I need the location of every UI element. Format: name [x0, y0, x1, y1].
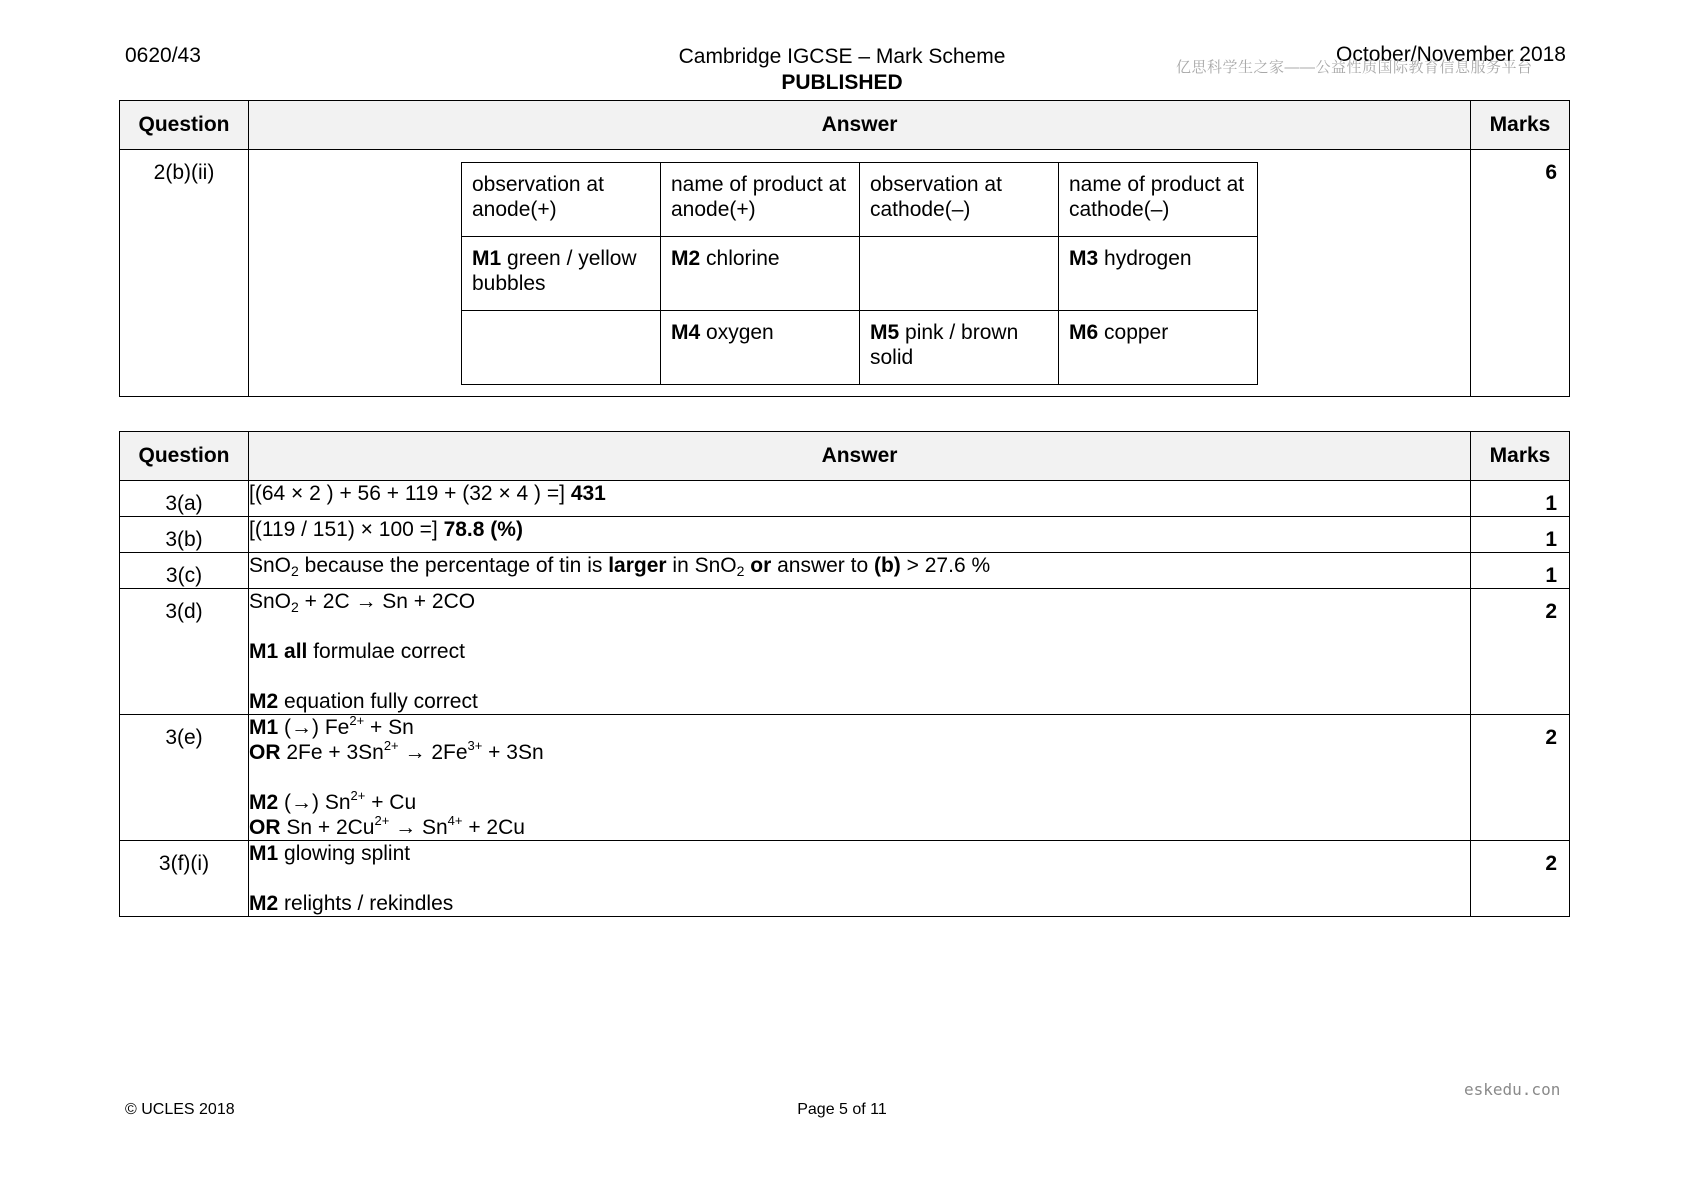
question-id: 3(d)	[165, 600, 203, 623]
answer-cell	[249, 589, 1471, 715]
superscript: 2+	[349, 713, 365, 728]
table-row	[120, 715, 1570, 841]
question-id: 3(a)	[165, 492, 203, 515]
marks-value: 2	[1545, 726, 1557, 749]
emphasis-text: larger	[608, 554, 667, 577]
answer-value: 78.8 (%)	[443, 518, 523, 541]
marks-cell	[1471, 517, 1570, 553]
mark-label: M1	[249, 842, 279, 865]
alternative	[249, 740, 1470, 765]
inner-header-row	[462, 163, 1258, 237]
cell-text: oxygen	[700, 321, 774, 344]
published-label: PUBLISHED	[781, 71, 903, 94]
watermark-text: 亿思科学生之家——公益性质国际教育信息服务平台	[1176, 59, 1533, 76]
mark-text: + 3Sn	[482, 741, 544, 764]
mark-label: M2	[249, 791, 279, 814]
exam-session: October/November 2018	[1336, 43, 1566, 66]
mark-label: M6	[1069, 321, 1099, 344]
emphasis-text: all	[278, 640, 308, 663]
inner-row	[462, 237, 1258, 311]
answer-cell	[249, 517, 1471, 553]
mark-label: M1	[249, 640, 279, 663]
calculation: [(64 × 2 ) + 56 + 119 + (32 × 4 ) =]	[249, 482, 571, 505]
marks-value: 1	[1545, 564, 1557, 587]
answer-cell	[249, 841, 1471, 917]
subscript: 2	[291, 563, 299, 579]
table-row	[120, 589, 1570, 715]
mark-point	[249, 639, 1470, 664]
paper-code: 0620/43	[125, 44, 201, 67]
answer-cell	[249, 715, 1471, 841]
mark-point	[249, 841, 1470, 866]
marks-value: 6	[1545, 161, 1557, 184]
question-id: 3(c)	[165, 564, 203, 587]
question-cell	[120, 841, 249, 917]
table-header-row	[120, 101, 1570, 150]
mark-label: M1	[249, 716, 279, 739]
mark-text: → Sn	[389, 816, 448, 839]
copyright: © UCLES 2018	[125, 1101, 235, 1118]
emphasis-text: or	[744, 554, 772, 577]
mark-label: M1	[472, 247, 502, 270]
mark-label: M2	[671, 247, 701, 270]
cell-text: copper	[1098, 321, 1169, 344]
table-row	[120, 517, 1570, 553]
mark-label: M5	[870, 321, 900, 344]
mark-text: + Sn	[364, 716, 414, 739]
marks-value: 2	[1545, 600, 1557, 623]
answer-cell	[249, 150, 1471, 397]
inner-header-cell: observation at anode(+)	[462, 163, 661, 237]
table-row	[120, 481, 1570, 517]
table-row	[120, 150, 1570, 397]
marks-value: 1	[1545, 492, 1557, 515]
answer-text: in SnO	[666, 554, 737, 577]
answer-cell	[249, 553, 1471, 589]
mark-label: M3	[1069, 247, 1099, 270]
marks-cell	[1471, 481, 1570, 517]
question-cell	[120, 553, 249, 589]
mark-text: relights / rekindles	[278, 892, 454, 915]
question-cell	[120, 517, 249, 553]
electrolysis-table	[461, 162, 1258, 385]
cell-text: chlorine	[700, 247, 780, 270]
mark-text: → 2Fe	[398, 741, 468, 764]
inner-header-cell: observation at cathode(–)	[860, 163, 1059, 237]
mark-point	[249, 689, 1470, 714]
mark-point	[249, 715, 1470, 740]
mark-text: (→) Sn	[278, 791, 351, 814]
mark-text: Sn + 2Cu	[280, 816, 375, 839]
inner-cell	[1059, 311, 1258, 385]
question-cell	[120, 589, 249, 715]
question-cell	[120, 150, 249, 397]
answer-text: SnO	[249, 554, 292, 577]
question-cell	[120, 715, 249, 841]
inner-header-cell: name of product at anode(+)	[661, 163, 860, 237]
marks-cell	[1471, 150, 1570, 397]
answer-text: answer to	[771, 554, 874, 577]
mark-text: 2Fe + 3Sn	[280, 741, 384, 764]
mark-text: (→) Fe	[278, 716, 350, 739]
mark-text: + Cu	[365, 791, 417, 814]
marks-header: Marks	[1471, 101, 1570, 150]
answer-text: because the percentage of tin is	[298, 554, 609, 577]
calculation: [(119 / 151) × 100 =]	[249, 518, 444, 541]
inner-cell-empty	[462, 311, 661, 385]
answer-header: Answer	[249, 101, 1471, 150]
mark-point	[249, 790, 1470, 815]
mark-text: glowing splint	[278, 842, 411, 865]
marks-cell	[1471, 589, 1570, 715]
page-number: Page 5 of 11	[797, 1101, 887, 1118]
superscript: 4+	[447, 813, 463, 828]
inner-cell	[1059, 237, 1258, 311]
mark-scheme-table-q3	[119, 431, 1570, 917]
answer-value: 431	[570, 482, 606, 505]
mark-scheme-table-q2	[119, 100, 1570, 397]
inner-cell	[661, 311, 860, 385]
question-cell	[120, 481, 249, 517]
mark-label: M2	[249, 892, 279, 915]
table-row	[120, 553, 1570, 589]
answer-cell	[249, 481, 1471, 517]
alternative	[249, 815, 1470, 840]
inner-cell	[462, 237, 661, 311]
equation-text: + 2C → Sn + 2CO	[298, 590, 476, 613]
marks-cell	[1471, 553, 1570, 589]
marks-value: 1	[1545, 528, 1557, 551]
mark-label: M4	[671, 321, 701, 344]
mark-text: equation fully correct	[278, 690, 478, 713]
marks-cell	[1471, 841, 1570, 917]
equation	[249, 589, 1470, 614]
question-id: 3(f)(i)	[158, 852, 210, 875]
mark-point	[249, 891, 1470, 916]
question-header: Question	[120, 101, 249, 150]
table-header-row	[120, 432, 1570, 481]
superscript: 2+	[350, 788, 366, 803]
superscript: 3+	[467, 738, 483, 753]
question-id: 3(e)	[165, 726, 203, 749]
inner-header-cell: name of product at cathode(–)	[1059, 163, 1258, 237]
inner-cell	[860, 311, 1059, 385]
answer-text: > 27.6 %	[900, 554, 991, 577]
cell-text: hydrogen	[1098, 247, 1192, 270]
superscript: 2+	[374, 813, 390, 828]
footer-watermark: eskedu.con	[1464, 1080, 1561, 1099]
equation-text: SnO	[249, 590, 292, 613]
cell-text: pink / brown solid	[870, 321, 1019, 369]
marks-cell	[1471, 715, 1570, 841]
mark-label: M2	[249, 690, 279, 713]
mark-text: formulae correct	[307, 640, 465, 663]
subscript: 2	[291, 599, 299, 615]
inner-row	[462, 311, 1258, 385]
marks-header: Marks	[1471, 432, 1570, 481]
question-id: 2(b)(ii)	[153, 161, 215, 184]
question-id: 3(b)	[165, 528, 203, 551]
inner-cell	[661, 237, 860, 311]
table-row	[120, 841, 1570, 917]
answer-header: Answer	[249, 432, 1471, 481]
emphasis-text: (b)	[873, 554, 901, 577]
subscript: 2	[736, 563, 745, 579]
inner-cell-empty	[860, 237, 1059, 311]
marks-value: 2	[1545, 852, 1557, 875]
mark-text: + 2Cu	[462, 816, 525, 839]
cell-text: green / yellow bubbles	[472, 247, 637, 295]
question-header: Question	[120, 432, 249, 481]
document-title: Cambridge IGCSE – Mark Scheme	[678, 45, 1006, 68]
or-label: OR	[249, 741, 281, 764]
or-label: OR	[249, 816, 281, 839]
superscript: 2+	[383, 738, 399, 753]
